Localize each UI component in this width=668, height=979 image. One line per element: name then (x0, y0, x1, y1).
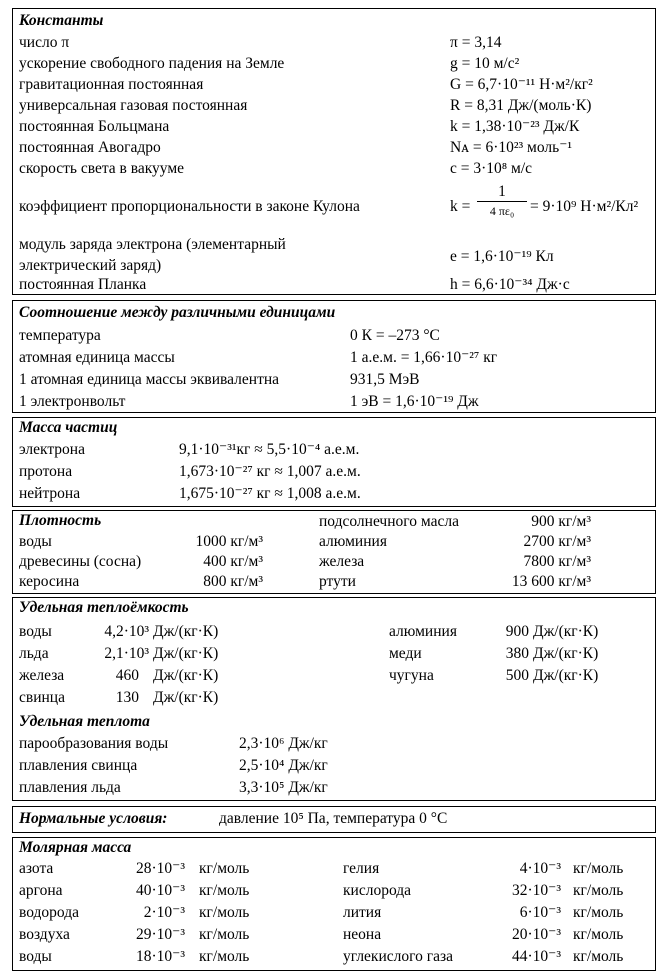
const-value: R = 8,31 Дж/(моль·К) (450, 97, 592, 114)
hc-label: свинца (19, 689, 65, 706)
molar-value: 40·10⁻³ (136, 882, 185, 899)
molar-label: углекислого газа (343, 948, 453, 965)
sh-label: плавления льда (19, 779, 121, 796)
hc-unit: Дж/(кг·К) (153, 645, 219, 662)
constants-section (12, 8, 656, 295)
density-label: ртути (319, 573, 356, 590)
molar-value: 32·10⁻³ (512, 882, 561, 899)
hc-label: железа (19, 667, 65, 684)
molar-unit: кг/моль (199, 882, 250, 899)
density-value: 13 600 кг/м³ (511, 573, 591, 590)
const-label: постоянная Авогадро (19, 139, 161, 156)
sh-value: 3,3·10⁵ Дж/кг (239, 779, 328, 796)
density-value: 800 кг/м³ (203, 573, 263, 590)
const-label: универсальная газовая постоянная (19, 97, 248, 114)
density-value: 1000 кг/м³ (195, 533, 263, 550)
hc-label: алюминия (389, 623, 457, 640)
hc-unit: Дж/(кг·К) (533, 667, 599, 684)
molar-unit: кг/моль (573, 882, 624, 899)
const-label: электрический заряд) (19, 257, 162, 274)
molar-value: 20·10⁻³ (512, 926, 561, 943)
density-label: железа (319, 553, 365, 570)
particles-title: Масса частиц (19, 419, 118, 436)
sh-value: 2,5·10⁴ Дж/кг (239, 757, 328, 774)
hc-unit: Дж/(кг·К) (153, 689, 219, 706)
density-title: Плотность (19, 512, 102, 529)
const-label: постоянная Больцмана (19, 118, 170, 135)
molar-unit: кг/моль (573, 904, 624, 921)
density-value: 900 кг/м³ (531, 513, 591, 530)
hc-unit: Дж/(кг·К) (153, 623, 219, 640)
molar-label: кислорода (343, 882, 412, 899)
molar-unit: кг/моль (199, 926, 250, 943)
hc-value: 130 (115, 689, 139, 706)
hc-label: меди (389, 645, 422, 662)
hc-label: воды (19, 623, 52, 640)
heat-capacity-title: Удельная теплоёмкость (19, 599, 189, 616)
molar-label: азота (19, 860, 54, 877)
sh-value: 2,3·10⁶ Дж/кг (239, 735, 328, 752)
units-label: температура (19, 327, 101, 344)
density-label: древесины (сосна) (19, 553, 142, 570)
units-label: 1 электронвольт (19, 393, 126, 410)
molar-unit: кг/моль (573, 948, 624, 965)
units-value: 1 а.е.м. = 1,66·10⁻²⁷ кг (350, 349, 498, 366)
density-value: 400 кг/м³ (203, 553, 263, 570)
const-label: число π (19, 34, 70, 51)
const-value: π = 3,14 (450, 34, 502, 51)
hc-unit: Дж/(кг·К) (153, 667, 219, 684)
molar-unit: кг/моль (199, 948, 250, 965)
const-label: гравитационная постоянная (19, 76, 204, 93)
units-value: 1 эВ = 1,6·10⁻¹⁹ Дж (350, 393, 479, 410)
normal-text: давление 10⁵ Па, температура 0 °С (219, 810, 448, 827)
molar-label: воздуха (19, 926, 70, 943)
molar-unit: кг/моль (199, 904, 250, 921)
const-value: = 9·10⁹ Н·м²/Кл² (530, 198, 639, 215)
const-value: G = 6,7·10⁻¹¹ Н·м²/кг² (450, 76, 593, 93)
normal-title: Нормальные условия: (19, 810, 168, 827)
density-label: подсолнечного масла (319, 513, 459, 530)
molar-unit: кг/моль (199, 860, 250, 877)
heat-section (12, 597, 656, 801)
density-value: 2700 кг/м³ (523, 533, 591, 550)
hc-value: 380 (505, 645, 529, 662)
particle-label: электрона (19, 441, 85, 458)
const-value: h = 6,6·10⁻³⁴ Дж·с (450, 276, 570, 293)
particle-label: нейтрона (19, 485, 81, 502)
molar-label: лития (343, 904, 382, 921)
sh-label: плавления свинца (19, 757, 138, 774)
units-value: 931,5 МэВ (350, 371, 420, 388)
hc-label: льда (19, 645, 49, 662)
hc-value: 460 (115, 667, 139, 684)
const-label: скорость света в вакууме (19, 160, 185, 177)
particles-section (12, 417, 656, 507)
units-section (12, 300, 656, 413)
molar-label: неона (343, 926, 382, 943)
fraction-numerator: 1 (498, 183, 506, 200)
molar-label: водорода (19, 904, 79, 921)
normal-conditions-section (12, 806, 656, 833)
const-label: коэффициент пропорциональности в законе Кулона (19, 198, 360, 215)
molar-value: 28·10⁻³ (136, 860, 185, 877)
density-label: керосина (19, 573, 80, 590)
const-value: c = 3·10⁸ м/с (450, 160, 533, 177)
molar-value: 44·10⁻³ (512, 948, 561, 965)
units-title: Соотношение между различными единицами (19, 304, 336, 321)
particle-value: 1,675·10⁻²⁷ кг ≈ 1,008 а.е.м. (179, 485, 361, 502)
const-value: g = 10 м/с² (450, 55, 520, 72)
specific-heat-title: Удельная теплота (19, 713, 150, 730)
density-section (12, 510, 656, 594)
units-value: 0 К = –273 °С (350, 327, 440, 344)
hc-value: 2,1·10³ (104, 645, 149, 662)
units-label: атомная единица массы (19, 349, 175, 366)
molar-value: 29·10⁻³ (136, 926, 185, 943)
molar-label: гелия (343, 860, 380, 877)
particle-label: протона (19, 463, 73, 480)
molar-value: 18·10⁻³ (136, 948, 185, 965)
molar-label: аргона (19, 882, 63, 899)
const-value: Nᴀ = 6·10²³ моль⁻¹ (450, 139, 573, 156)
hc-unit: Дж/(кг·К) (533, 623, 599, 640)
molar-value: 4·10⁻³ (519, 860, 561, 877)
const-label: ускорение свободного падения на Земле (19, 55, 285, 72)
molar-value: 6·10⁻³ (519, 904, 561, 921)
const-label: модуль заряда электрона (элементарный (19, 236, 286, 253)
hc-unit: Дж/(кг·К) (533, 645, 599, 662)
const-value: k = 1,38·10⁻²³ Дж/К (450, 118, 580, 135)
particle-value: 9,1·10⁻³¹кг ≈ 5,5·10⁻⁴ а.е.м. (179, 441, 360, 458)
sh-label: парообразования воды (19, 735, 169, 752)
molar-unit: кг/моль (573, 860, 624, 877)
molar-value: 2·10⁻³ (143, 904, 185, 921)
const-value: e = 1,6·10⁻¹⁹ Кл (450, 248, 554, 265)
molar-section (12, 837, 656, 971)
molar-unit: кг/моль (573, 926, 624, 943)
hc-value: 4,2·10³ (104, 623, 149, 640)
const-value: k = (450, 198, 471, 215)
hc-value: 900 (505, 623, 529, 640)
molar-title: Молярная масса (19, 839, 132, 856)
density-label: воды (19, 533, 52, 550)
density-label: алюминия (319, 533, 387, 550)
units-label: 1 атомная единица массы эквивалентна (19, 371, 280, 388)
molar-label: воды (19, 948, 52, 965)
hc-value: 500 (505, 667, 529, 684)
constants-title: Константы (19, 12, 104, 29)
fraction-denominator: 4 πε₀ (477, 201, 527, 220)
hc-label: чугуна (389, 667, 434, 684)
const-label: постоянная Планка (19, 276, 147, 293)
coulomb-fraction (477, 183, 527, 220)
particle-value: 1,673·10⁻²⁷ кг ≈ 1,007 а.е.м. (179, 463, 361, 480)
density-value: 7800 кг/м³ (523, 553, 591, 570)
